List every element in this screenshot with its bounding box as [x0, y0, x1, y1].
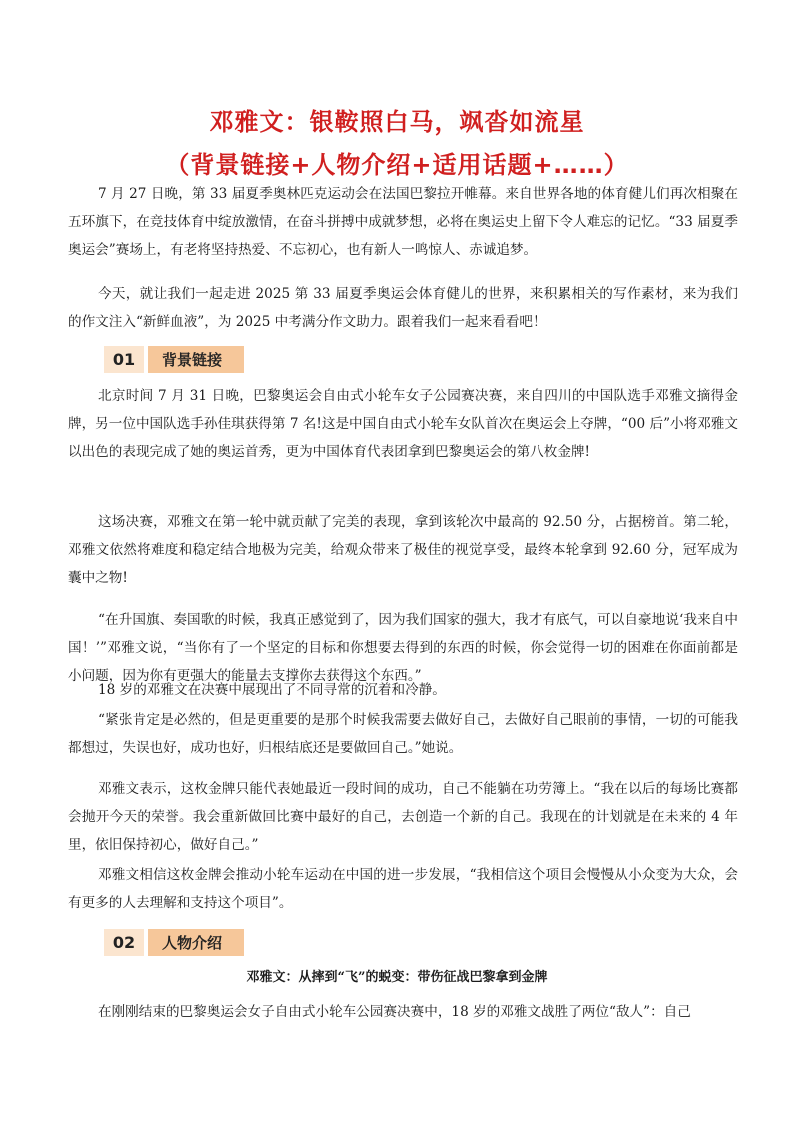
section-subtitle: 邓雅文：从摔到“飞”的蜕变：带伤征战巴黎拿到金牌 [246, 970, 548, 985]
body-paragraph: 这场决赛，邓雅文在第一轮中就贡献了完美的表现，拿到该轮次中最高的 92.50 分，占据榜首。第二轮，邓雅文依然将难度和稳定结合地极为完美，给观众带来了极佳的视觉享受，最终本轮拿到 92.60 分，冠军成为囊中之物! [68, 514, 738, 586]
section-header-profile [104, 929, 244, 956]
body-paragraph: 在刚刚结束的巴黎奥运会女子自由式小轮车公园赛决赛中，18 岁的邓雅文战胜了两位“敌人”：自己 [98, 1004, 691, 1020]
body-paragraph: “在升国旗、奏国歌的时候，我真正感觉到了，因为我们国家的强大，我才有底气，可以自豪地说‘我来自中国！’”邓雅文说，“当你有了一个坚定的目标和你想要去得到的东西的时候，你会觉得一切的困难在你面前都是小问题，因为你有更强大的能量去支撑你去获得这个东西。” [68, 612, 738, 684]
page-title: 邓雅文：银鞍照白马，飒沓如流星 [209, 108, 585, 136]
body-paragraph: 18 岁的邓雅文在决赛中展现出了不同寻常的沉着和冷静。 [98, 682, 446, 698]
section-label: 人物介绍 [148, 929, 244, 956]
body-paragraph: 北京时间 7 月 31 日晚，巴黎奥运会自由式小轮车女子公园赛决赛，来自四川的中国队选手邓雅文摘得金牌，另一位中国队选手孙佳琪获得第 7 名!这是中国自由式小轮车女队首次在奥运会上夺牌，“00 后”小将邓雅文以出色的表现完成了她的奥运首秀，更为中国体育代表团拿到巴黎奥运会的第八枚金牌! [68, 388, 738, 460]
body-paragraph: 邓雅文表示，这枚金牌只能代表她最近一段时间的成功，自己不能躺在功劳簿上。“我在以后的每场比赛都会抛开今天的荣誉。我会重新做回比赛中最好的自己，去创造一个新的自己。我现在的计划就是在未来的 4 年里，依旧保持初心，做好自己。” [68, 781, 738, 853]
section-header-background [104, 346, 244, 373]
body-paragraph: 邓雅文相信这枚金牌会推动小轮车运动在中国的进一步发展，“我相信这个项目会慢慢从小众变为大众，会有更多的人去理解和支持这个项目”。 [68, 867, 738, 911]
body-paragraph: “紧张肯定是必然的，但是更重要的是那个时候我需要去做好自己，去做好自己眼前的事情，一切的可能我都想过，失误也好，成功也好，归根结底还是要做回自己。”她说。 [68, 712, 738, 756]
section-number: 02 [104, 929, 144, 956]
intro-paragraph-1: 7 月 27 日晚，第 33 届夏季奥林匹克运动会在法国巴黎拉开帷幕。来自世界各地的体育健儿们再次相聚在五环旗下，在竞技体育中绽放激情，在奋斗拼搏中成就梦想，必将在奥运史上留下令人难忘的记忆。“33 届夏季奥运会”赛场上，有老将坚持热爱、不忘初心，也有新人一鸣惊人、赤诚追梦。 [68, 186, 738, 258]
page-title-subline: （背景链接+人物介绍+适用话题+……） [165, 151, 629, 179]
intro-paragraph-2: 今天，就让我们一起走进 2025 第 33 届夏季奥运会体育健儿的世界，来积累相关的写作素材，来为我们的作文注入“新鲜血液”，为 2025 中考满分作文助力。跟着我们一起来看看吧！ [68, 286, 738, 330]
section-label: 背景链接 [148, 346, 244, 373]
section-number: 01 [104, 346, 144, 373]
